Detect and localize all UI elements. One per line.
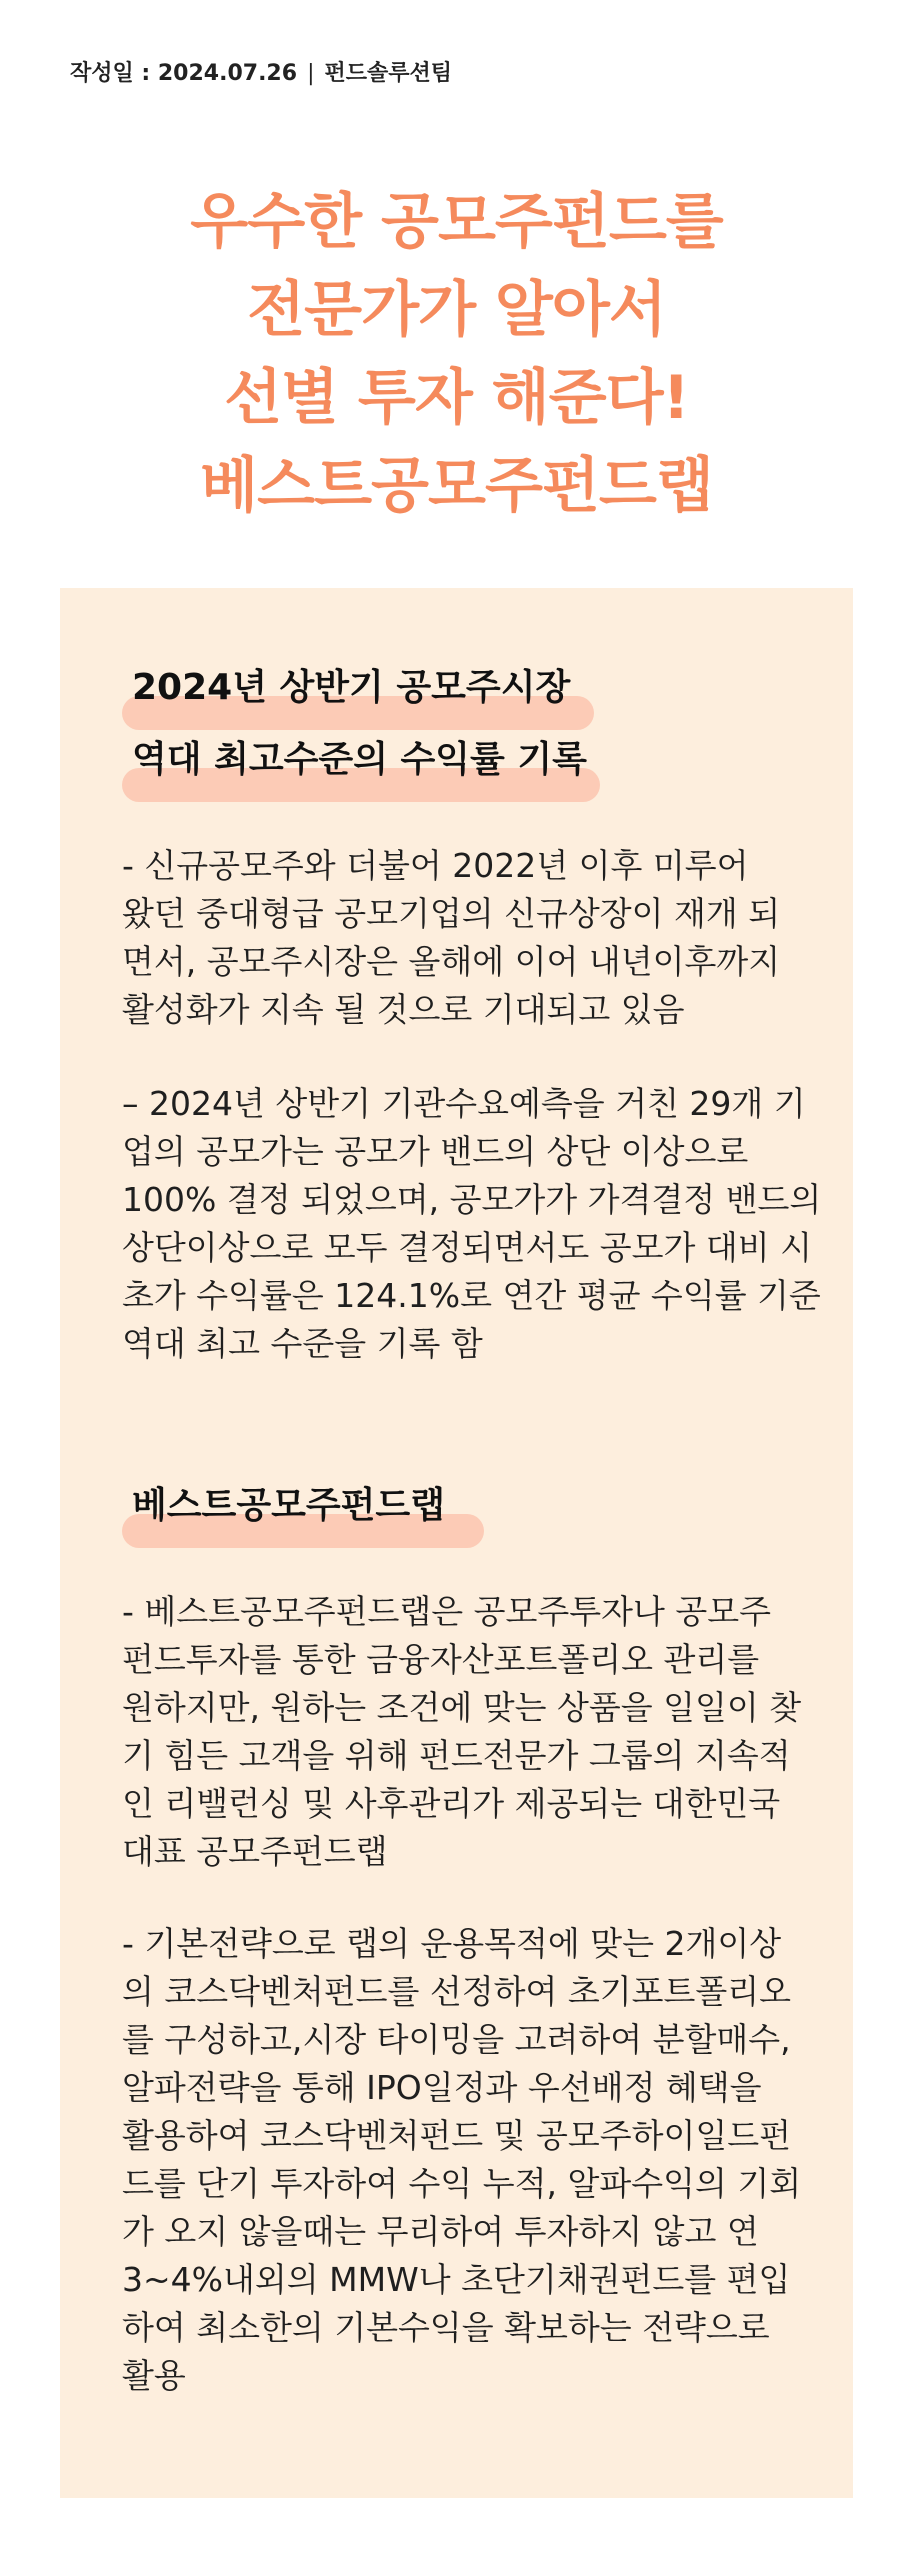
paragraph-line: 100% 결정 되었으며, 공모가가 가격결정 밴드의 <box>122 1180 822 1219</box>
paragraph-line: 가 오지 않을때는 무리하여 투자하지 않고 연 <box>122 2212 759 2251</box>
section1-heading-text: 역대 최고수준의 수익률 기록 <box>132 739 587 780</box>
paragraph-line: 대표 공모주펀드랩 <box>122 1832 388 1871</box>
document-meta <box>70 56 452 87</box>
section1-heading-line <box>122 724 587 796</box>
hero-title-line: 선별 투자 해준다! <box>224 363 689 433</box>
section1-paragraph-2 <box>122 1080 822 1368</box>
hero-title-line: 전문가가 알아서 <box>247 275 666 345</box>
meta-separator: | <box>307 61 315 86</box>
hero-title <box>0 178 913 530</box>
paragraph-line: 초가 수익률은 124.1%로 연간 평균 수익률 기준 <box>122 1276 821 1315</box>
paragraph-line: 면서, 공모주시장은 올해에 이어 내년이후까지 <box>122 942 781 981</box>
paragraph-line: 활용하여 코스닥벤처펀드 및 공모주하이일드펀 <box>122 2116 792 2155</box>
paragraph-line: 상단이상으로 모두 결정되면서도 공모가 대비 시 <box>122 1228 813 1267</box>
paragraph-line: 역대 최고 수준을 기록 함 <box>122 1324 483 1363</box>
paragraph-line: 의 코스닥벤처펀드를 선정하여 초기포트폴리오 <box>122 1972 792 2011</box>
paragraph-line: - 베스트공모주펀드랩은 공모주투자나 공모주 <box>122 1592 772 1631</box>
paragraph-line: 활용 <box>122 2356 186 2395</box>
section1-heading <box>122 652 587 796</box>
paragraph-line: 왔던 중대형급 공모기업의 신규상장이 재개 되 <box>122 894 781 933</box>
section2-paragraph-1 <box>122 1588 802 1876</box>
paragraph-line: – 2024년 상반기 기관수요예측을 거친 29개 기 <box>122 1084 806 1123</box>
section1-heading-line <box>122 652 587 724</box>
team-name: 펀드솔루션팀 <box>324 61 452 86</box>
paragraph-line: 를 구성하고,시장 타이밍을 고려하여 분할매수, <box>122 2020 791 2059</box>
paragraph-line: 하여 최소한의 기본수익을 확보하는 전략으로 <box>122 2308 770 2347</box>
paragraph-line: 기 힘든 고객을 위해 펀드전문가 그룹의 지속적 <box>122 1736 791 1775</box>
paragraph-line: - 기본전략으로 랩의 운용목적에 맞는 2개이상 <box>122 1924 782 1963</box>
paragraph-line: 3~4%내외의 MMW나 초단기채권펀드를 편입 <box>122 2260 791 2299</box>
section1-heading-text: 2024년 상반기 공모주시장 <box>132 667 571 708</box>
paragraph-line: 원하지만, 원하는 조건에 맞는 상품을 일일이 찾 <box>122 1688 802 1727</box>
hero-title-line: 우수한 공모주펀드를 <box>190 187 723 257</box>
written-date: 작성일 : 2024.07.26 <box>70 61 298 86</box>
section2-heading <box>122 1470 445 1542</box>
section2-paragraph-2 <box>122 1920 802 2400</box>
section2-heading-line <box>122 1470 445 1542</box>
paragraph-line: 인 리밸런싱 및 사후관리가 제공되는 대한민국 <box>122 1784 781 1823</box>
section2-heading-text: 베스트공모주펀드랩 <box>132 1485 445 1526</box>
paragraph-line: - 신규공모주와 더불어 2022년 이후 미루어 <box>122 846 749 885</box>
paragraph-line: 업의 공모가는 공모가 밴드의 상단 이상으로 <box>122 1132 749 1171</box>
paragraph-line: 활성화가 지속 될 것으로 기대되고 있음 <box>122 990 685 1029</box>
hero-title-line: 베스트공모주펀드랩 <box>200 451 713 521</box>
paragraph-line: 펀드투자를 통한 금융자산포트폴리오 관리를 <box>122 1640 760 1679</box>
section1-paragraph-1 <box>122 842 802 1034</box>
paragraph-line: 알파전략을 통해 IPO일정과 우선배정 혜택을 <box>122 2068 762 2107</box>
content-panel <box>60 588 853 2498</box>
paragraph-line: 드를 단기 투자하여 수익 누적, 알파수익의 기회 <box>122 2164 802 2203</box>
